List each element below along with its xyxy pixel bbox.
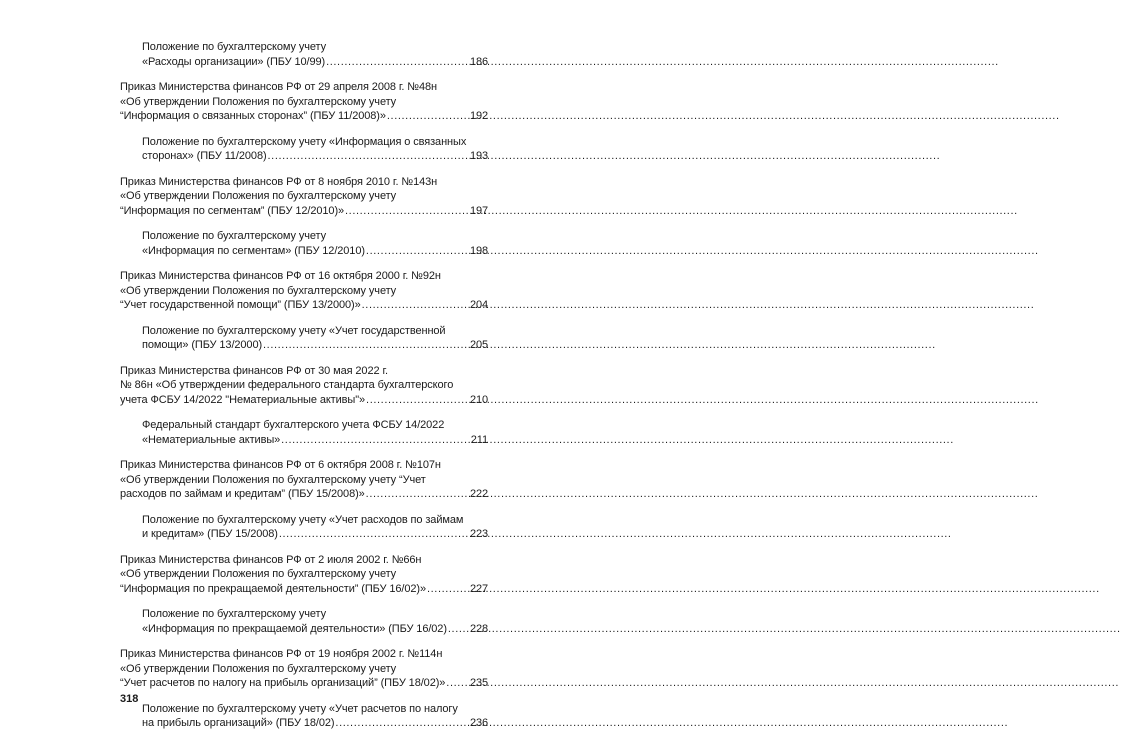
dot-leader — [268, 149, 469, 164]
toc-line-text: расходов по займам и кредитам” (ПБУ 15/2008)» — [120, 488, 365, 500]
toc-line: Приказ Министерства финансов РФ от 8 ноября 2010 г. №143н — [120, 175, 438, 188]
toc-line-text: учета ФСБУ 14/2022 "Нематериальные активы"» — [120, 393, 366, 406]
toc-line — [142, 433, 488, 448]
toc-subentry — [142, 702, 488, 731]
toc-page-number: 210 — [469, 393, 488, 406]
toc-line: Приказ Министерства финансов РФ от 16 октября 2000 г. №92н — [120, 270, 441, 282]
dot-leader — [446, 676, 469, 691]
toc-line: «Об утверждении Положения по бухгалтерскому учету — [120, 284, 397, 297]
toc-line — [142, 55, 488, 70]
toc-entry — [120, 269, 488, 313]
toc-line: Положение по бухгалтерскому учету «Учет расходов по займам — [142, 513, 464, 526]
dot-leader — [279, 527, 469, 542]
toc-line — [142, 527, 488, 542]
toc-line-text: “Учет государственной помощи” (ПБУ 13/2000)» — [120, 299, 361, 311]
table-of-contents — [120, 40, 488, 742]
toc-page-number: 228 — [469, 622, 488, 635]
toc-page-number: 222 — [469, 488, 488, 500]
toc-line — [142, 338, 488, 353]
toc-entry — [120, 458, 488, 502]
toc-entry — [120, 80, 488, 124]
page-number: 318 — [120, 693, 139, 705]
toc-line-text: «Расходы организации» (ПБУ 10/99) — [142, 55, 326, 68]
toc-line: Положение по бухгалтерскому учету — [142, 41, 326, 53]
toc-page-number: 198 — [469, 244, 488, 257]
toc-subentry — [142, 40, 488, 69]
toc-line: Положение по бухгалтерскому учету «Учет государственной — [142, 324, 446, 337]
toc-line: Положение по бухгалтерскому учету «Информация о связанных — [142, 135, 467, 148]
toc-line: «Об утверждении Положения по бухгалтерскому учету — [120, 95, 397, 108]
toc-subentry — [142, 513, 488, 542]
dot-leader — [427, 582, 469, 597]
toc-line: Федеральный стандарт бухгалтерского учета ФСБУ 14/2022 — [142, 419, 445, 431]
toc-line: № 86н «Об утверждении федерального стандарта бухгалтерского — [120, 379, 454, 391]
toc-page-number: 205 — [469, 339, 488, 351]
toc-line-text: “Информация о связанных сторонах” (ПБУ 11/2008)» — [120, 110, 386, 122]
toc-line: Приказ Министерства финансов РФ от 29 апреля 2008 г. №48н — [120, 81, 438, 93]
toc-line-text: «Информация по прекращаемой деятельности» (ПБУ 16/02) — [142, 622, 447, 635]
dot-leader — [366, 244, 469, 259]
dot-leader — [281, 433, 470, 448]
toc-line — [142, 244, 488, 259]
toc-line: Приказ Министерства финансов РФ от 30 мая 2022 г. — [120, 364, 388, 377]
toc-page-number: 192 — [469, 110, 488, 122]
toc-line-text: помощи» (ПБУ 13/2000) — [142, 339, 263, 351]
toc-subentry — [142, 324, 488, 353]
toc-line — [120, 487, 488, 502]
toc-page-number: 236 — [469, 717, 488, 729]
toc-entry — [120, 553, 488, 597]
toc-line-text: «Нематериальные активы» — [142, 433, 281, 446]
toc-page-number: 235 — [469, 677, 488, 689]
toc-line-text: “Информация по прекращаемой деятельности” (ПБУ 16/02)» — [120, 582, 426, 595]
toc-line: Положение по бухгалтерскому учету «Учет расчетов по налогу — [142, 702, 458, 715]
dot-leader — [448, 622, 469, 637]
toc-line — [120, 109, 488, 124]
toc-line-text: “Учет расчетов по налогу на прибыль организаций” (ПБУ 18/02)» — [120, 677, 446, 689]
toc-line-text: сторонах» (ПБУ 11/2008) — [142, 150, 267, 162]
toc-line — [142, 149, 488, 164]
toc-entry — [120, 175, 488, 219]
toc-line: «Об утверждении Положения по бухгалтерскому учету — [120, 568, 397, 580]
toc-page-number: 186 — [469, 55, 488, 68]
toc-line: Приказ Министерства финансов РФ от 6 октября 2008 г. №107н — [120, 459, 441, 471]
toc-line: Приказ Министерства финансов РФ от 19 ноября 2002 г. №114н — [120, 648, 443, 660]
toc-line-text: “Информация по сегментам” (ПБУ 12/2010)» — [120, 204, 345, 217]
toc-line — [142, 622, 488, 637]
toc-page-number: 227 — [469, 582, 488, 595]
toc-line — [120, 298, 488, 313]
toc-subentry — [142, 418, 488, 447]
dot-leader — [387, 109, 469, 124]
toc-subentry — [142, 229, 488, 258]
dot-leader — [263, 338, 469, 353]
dot-leader — [362, 298, 469, 313]
toc-subentry — [142, 607, 488, 636]
toc-line — [120, 676, 488, 691]
dot-leader — [366, 487, 469, 502]
toc-line — [120, 582, 488, 597]
toc-line: «Об утверждении Положения по бухгалтерскому учету — [120, 190, 397, 202]
toc-line: «Об утверждении Положения по бухгалтерскому учету — [120, 662, 397, 675]
toc-line — [120, 393, 488, 408]
toc-line-text: и кредитам» (ПБУ 15/2008) — [142, 528, 278, 540]
toc-page-number: 193 — [469, 150, 488, 162]
dot-leader — [326, 55, 469, 70]
dot-leader — [345, 204, 469, 219]
toc-line — [120, 204, 488, 219]
toc-line: «Об утверждении Положения по бухгалтерскому учету “Учет — [120, 473, 426, 486]
toc-subentry — [142, 135, 488, 164]
toc-entry — [120, 364, 488, 408]
toc-line — [142, 716, 488, 731]
toc-page-number: 223 — [469, 528, 488, 540]
toc-line-text: на прибыль организаций» (ПБУ 18/02) — [142, 717, 335, 729]
dot-leader — [366, 393, 469, 408]
toc-page-number: 204 — [469, 299, 488, 311]
toc-entry — [120, 647, 488, 691]
dot-leader — [335, 716, 469, 731]
toc-line: Положение по бухгалтерскому учету — [142, 230, 326, 242]
toc-line: Положение по бухгалтерскому учету — [142, 608, 326, 620]
toc-page-number: 211 — [470, 433, 488, 446]
toc-line: Приказ Министерства финансов РФ от 2 июля 2002 г. №66н — [120, 553, 422, 566]
toc-page-number: 197 — [469, 204, 488, 217]
toc-line-text: «Информация по сегментам» (ПБУ 12/2010) — [142, 244, 365, 257]
